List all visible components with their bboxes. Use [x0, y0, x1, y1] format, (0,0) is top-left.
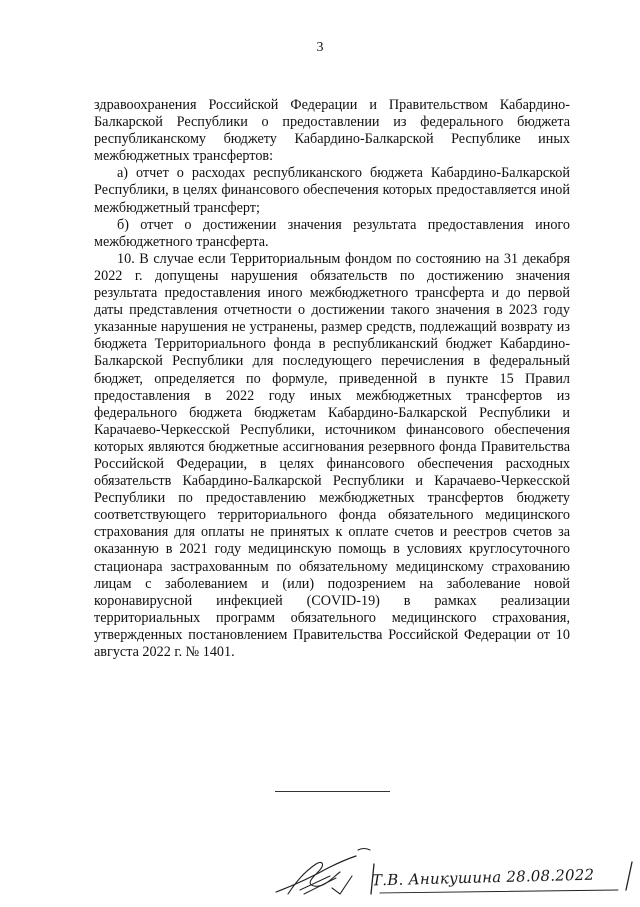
- paragraph-report-results: б) отчет о достижении значения результата предоставления иного межбюджетного трансферта.: [94, 216, 570, 250]
- paragraph-agreement-continuation: здравоохранения Российской Федерации и Правительством Кабардино-Балкарской Республики о предоставлении из федерального бюджета республиканскому бюджету Кабардино-Балкарской Республике иных межбюджетных трансфертов:: [94, 97, 570, 165]
- paragraph-clause-10: 10. В случае если Территориальным фондом по состоянию на 31 декабря 2022 г. допущены нарушения обязательств по достижению значения результата предоставления иного межбюджетного трансферта и до первой даты представления отчетности о достижении такого значения в 2023 году указанные нарушения не устранены, размер средств, подлежащий возврату из бюджета Территориального фонда в республиканский бюджет Кабардино-Балкарской Республики для последующего перечисления в федеральный бюджет, определяется по формуле, приведенной в пункте 15 Правил предоставления в 2022 году иных межбюджетных трансфертов из федерального бюджета бюджетам Кабардино-Балкарской Республики и Карачаево-Черкесской Республики, источником финансового обеспечения которых являются бюджетные ассигнования резервного фонда Правительства Российской Федерации, в целях финансового обеспечения расходных обязательств Кабардино-Балкарской Республики и Карачаево-Черкесской Республики по предоставлению межбюджетных трансфертов бюджету соответствующего территориального фонда обязательного медицинского страхования для оплаты не принятых к оплате счетов и реестров счетов за оказанную в 2021 году медицинскую помощь в условиях круглосуточного стационара застрахованным по обязательному медицинскому страхованию лицам с заболеванием и (или) подозрением на заболевание новой коронавирусной инфекцией (COVID-19) в рамках реализации территориальных программ обязательного медицинского страхования, утвержденных постановлением Правительства Российской Федерации от 10 августа 2022 г. № 1401.: [94, 250, 570, 660]
- paragraph-report-expenses: а) отчет о расходах республиканского бюджета Кабардино-Балкарской Республики, в целях финансового обеспечения которых предоставляется иной межбюджетный трансферт;: [94, 165, 570, 216]
- handwritten-signature: [270, 842, 380, 902]
- page-number: 3: [316, 40, 324, 55]
- handwritten-certification-note: Т.В. Аникушина 28.08.2022: [371, 865, 595, 890]
- document-body: [94, 97, 570, 661]
- end-of-text-divider: [275, 791, 390, 792]
